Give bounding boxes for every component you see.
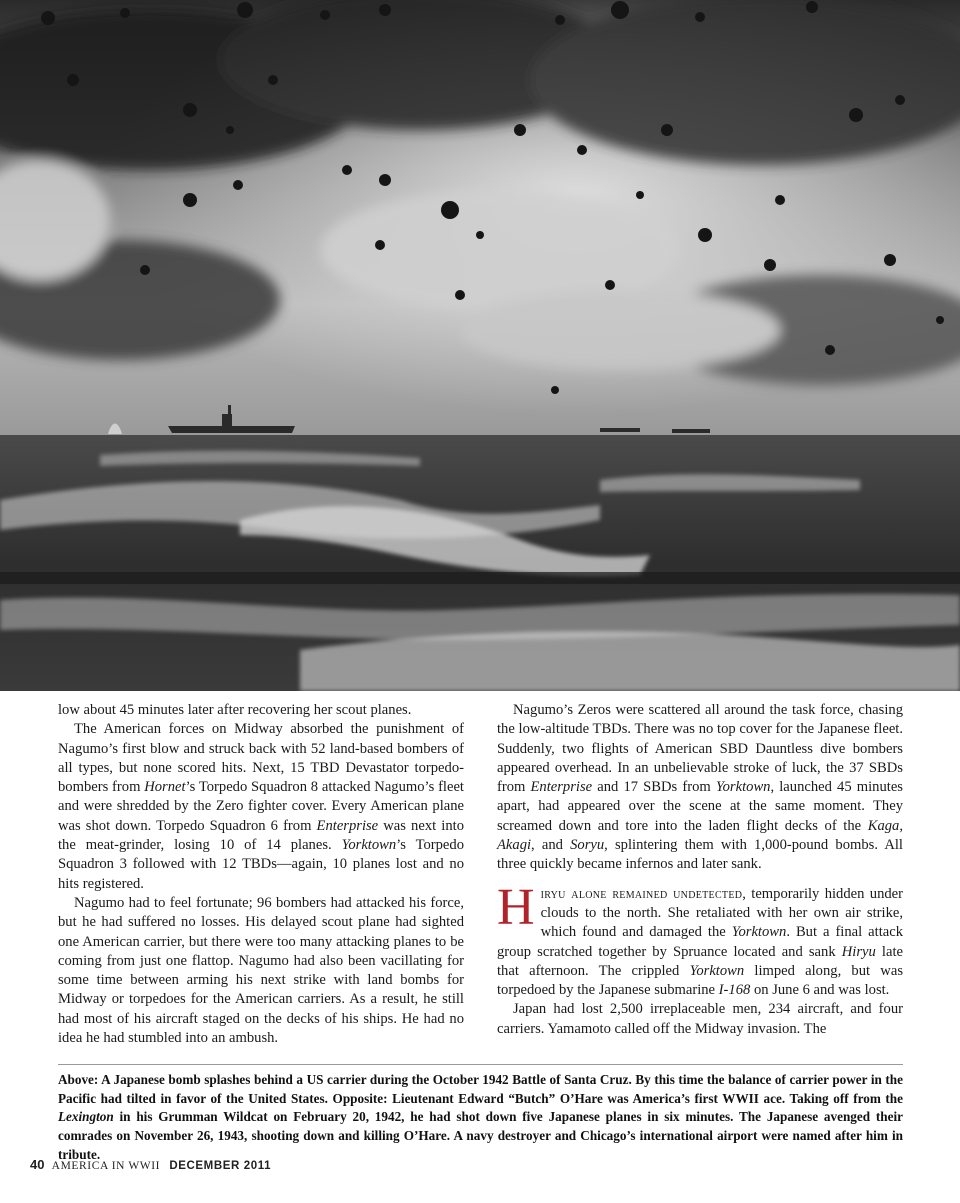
drop-cap: H [497,878,535,936]
paragraph: low about 45 minutes later after recovering her scout planes. [58,702,412,718]
page-number: 40 [30,1157,45,1172]
left-column [58,701,464,1048]
issue-date: DECEMBER 2011 [169,1160,272,1172]
magazine-name: AMERICA IN WWII [51,1160,161,1172]
photo-caption: Above: A Japanese bomb splashes behind a US carrier during the October 1942 Battle of Santa Cruz. By this time the balance of carrier power in the Pacific had tilted in favor of the United States. Opposite: Lieutenant Edward “Butch” O’Hare was America’s first WWII ace. Taking off from the Lexington in his Grumman Wildcat on February 20, 1942, he had shot down five Japanese planes in six minutes. The Japanese avenged their comrades on November 26, 1943, shooting down and killing O’Hare. A navy destroyer and Chicago’s international airport were named after him in tribute. [58,1072,903,1162]
right-column [497,701,903,1039]
paragraph: Japan had lost 2,500 irreplaceable men, 234 aircraft, and four carriers. Yamamoto called off the Midway invasion. The [497,1001,903,1037]
paragraph: Nagumo’s Zeros were scattered all around the task force, chasing the low-altitude TBDs. There was no top cover for the Japanese fleet. Suddenly, two flights of American SBD Dauntless dive bombers appeared overhead. In an unbelievable stroke of luck, the 37 SBDs from Enterprise and 17 SBDs from Yorktown, launched 45 minutes apart, had appeared over the scene at the same moment. They screamed down and tore into the laden flight decks of the Kaga, Akagi, and Soryu, splintering them with 1,000-pound bombs. All three quickly became infernos and later sank. [497,702,903,873]
page-footer [30,1157,271,1172]
paragraph: Nagumo had to feel fortunate; 96 bombers had attacked his force, but he had suffered no losses. His delayed scout plane had sighted one American carrier, but there were too many attacking planes to be coming from just one flattop. Nagumo had also been vacillating for some time between arming his next strike with land bombs for Midway or torpedoes for the American carriers. As a result, he still had most of his aircraft staged on the decks of his ships. He had no idea he had stumbled into an ambush. [58,894,464,1047]
paragraph: Hiryu alone remained undetected, temporarily hidden under clouds to the north. She retaliated with her own air strike, which found and damaged the Yorktown. But a final attack group scratched together by Spruance located and sank Hiryu late that afternoon. The crippled Yorktown limped along, but was torpedoed by the Japanese submarine I-168 on June 6 and was lost. [497,878,903,999]
divider [58,1064,903,1065]
paragraph: The American forces on Midway absorbed the punishment of Nagumo’s first blow and struck back with 52 land-based bombers of all types, but none scored hits. Next, 15 TBD Devastator torpedo-bombers from Hornet’s Torpedo Squadron 8 attacked Nagumo’s fleet and were shredded by the Zero fighter cover. Every American plane was shot down. Torpedo Squadron 6 from Enterprise was next into the meat-grinder, losing 10 of 14 planes. Yorktown’s Torpedo Squadron 3 followed with 12 TBDs—again, 10 planes lost and no hits registered. [58,721,465,892]
